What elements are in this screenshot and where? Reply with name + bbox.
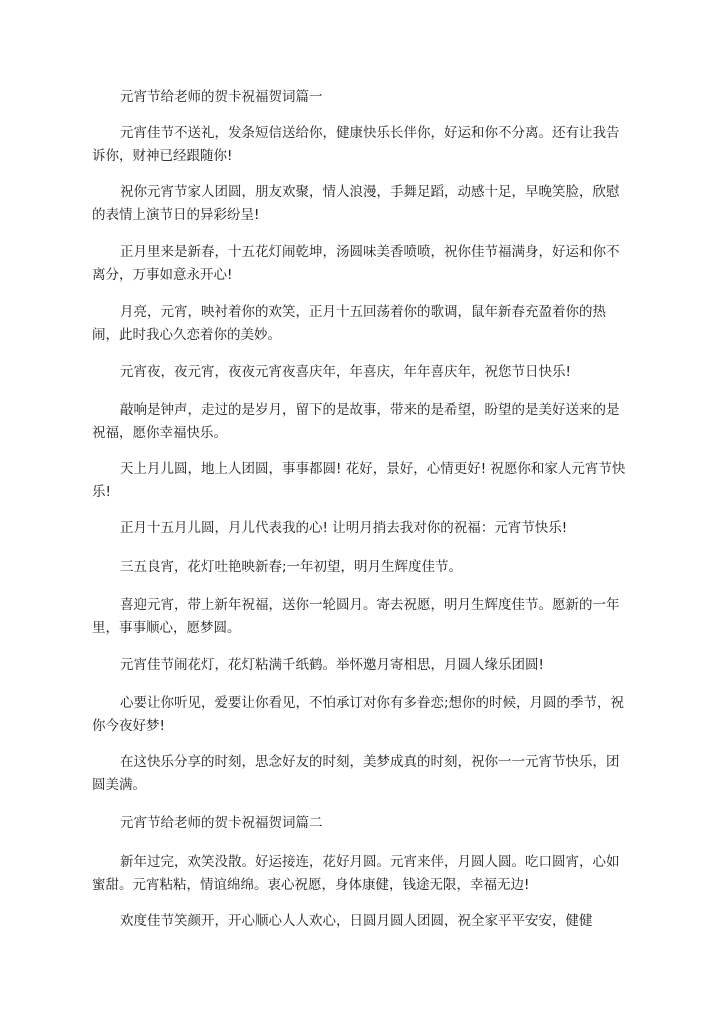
paragraph: 心要让你听见，爱要让你看见，不怕承订对你有多眷恋;想你的时候，月圆的季节，祝你今夜好梦! (92, 695, 625, 734)
paragraph: 月亮，元宵，映衬着你的欢笑，正月十五回荡着你的歌调，鼠年新春充盈着你的热闹，此时我心久恋着你的美妙。 (92, 304, 606, 343)
paragraph: 三五良宵，花灯吐艳映新春;一年初望，明月生辉度佳节。 (120, 559, 463, 575)
paragraph: 元宵佳节不送礼，发条短信送给你，健康快乐长伴你，好运和你不分离。还有让我告诉你，财神已经跟随你! (92, 125, 620, 164)
paragraph: 喜迎元宵，带上新年祝福，送你一轮圆月。寄去祝愿，明月生辉度佳节。愿新的一年里，事事顺心，愿梦圆。 (92, 597, 620, 636)
paragraph: 在这快乐分享的时刻，思念好友的时刻，美梦成真的时刻，祝你一一元宵节快乐，团圆美满。 (92, 754, 620, 793)
heading-part-one: 元宵节给老师的贺卡祝福贺词篇一 (120, 89, 323, 105)
paragraph: 正月里来是新春，十五花灯闹乾坤，汤圆味美香喷喷，祝你佳节福满身，好运和你不离分，万事如意永开心! (92, 244, 620, 283)
paragraph: 天上月儿圆，地上人团圆，事事都圆! 花好，景好，心情更好! 祝愿你和家人元宵节快乐! (92, 461, 626, 500)
paragraph: 敲响是钟声，走过的是岁月，留下的是故事，带来的是希望，盼望的是美好送来的是祝福，愿你幸福快乐。 (92, 402, 620, 441)
paragraph: 元宵佳节闹花灯，花灯粘满千纸鹤。举怀邀月寄相思，月圆人缘乐团圆! (120, 657, 544, 673)
heading-part-two: 元宵节给老师的贺卡祝福贺词篇二 (120, 815, 323, 831)
paragraph: 正月十五月儿圆，月儿代表我的心! 让明月捎去我对你的祝福：元宵节快乐! (120, 520, 568, 536)
paragraph: 欢度佳节笑颜开，开心顺心人人欢心，日圆月圆人团圆，祝全家平平安安，健健 (120, 913, 593, 929)
paragraph: 元宵夜，夜元宵，夜夜元宵夜喜庆年，年喜庆，年年喜庆年，祝您节日快乐! (120, 364, 571, 380)
paragraph: 新年过完，欢笑没散。好运接连，花好月圆。元宵来伴，月圆人圆。吃口圆宵，心如蜜甜。元宵粘粘，情谊绵绵。衷心祝愿，身体康健，钱途无限，幸福无边! (92, 854, 620, 893)
paragraph: 祝你元宵节家人团圆，朋友欢聚，情人浪漫，手舞足蹈，动感十足，早晚笑脸，欣慰的表情上演节日的异彩纷呈! (92, 184, 620, 223)
